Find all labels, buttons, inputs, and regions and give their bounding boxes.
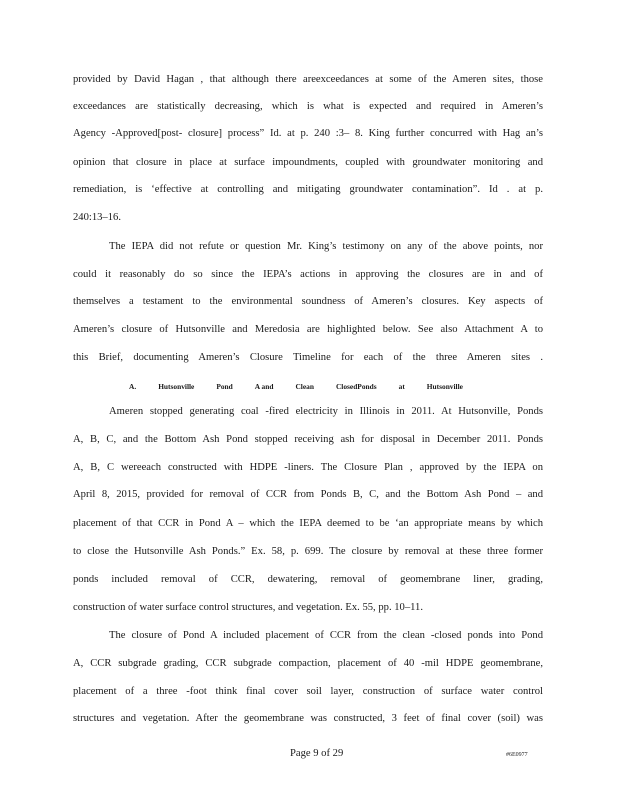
text-line: placement of that CCR in Pond A – which the IEPA deemed to be ‘an appropriate means by which — [73, 518, 543, 529]
text-line: construction of water surface control structures, and vegetation. Ex. 55, pp. 10–11. — [73, 602, 423, 613]
text-line: ponds included removal of CCR, dewatering, removal of geomembrane liner, grading, — [73, 574, 543, 585]
heading-word: at — [398, 382, 405, 391]
text-line: this Brief, documenting Ameren’s Closure Timeline for each of the three Ameren sites . — [73, 352, 543, 363]
heading-word: A. — [129, 382, 137, 391]
heading-word: Hutsonville — [426, 382, 463, 391]
heading-word: Pond — [216, 382, 233, 391]
text-line: A, B, C, and the Bottom Ash Pond stopped receiving ash for disposal in December 2011. Ponds — [73, 434, 543, 445]
section-heading — [129, 382, 469, 392]
text-line: themselves a testament to the environmental soundness of Ameren’s closures. Key aspects of — [73, 296, 543, 307]
text-line: A, B, C wereeach constructed with HDPE -liners. The Closure Plan , approved by the IEPA on — [73, 462, 543, 473]
text-line: placement of a three -foot think final cover soil layer, construction of surface water control — [73, 686, 543, 697]
heading-word: A and — [254, 382, 274, 391]
document-id: #6E0977 — [506, 752, 528, 758]
text-line: could it reasonably do so since the IEPA’s actions in approving the closures are in and of — [73, 269, 543, 280]
text-line: structures and vegetation. After the geomembrane was constructed, 3 feet of final cover (soil) was — [73, 713, 543, 724]
text-line: to close the Hutsonville Ash Ponds.” Ex. 58, p. 699. The closure by removal at these three former — [73, 546, 543, 557]
text-line: April 8, 2015, provided for removal of CCR from Ponds B, C, and the Bottom Ash Pond – and — [73, 489, 543, 500]
heading-word: Hutsonville — [158, 382, 195, 391]
page-number: Page 9 of 29 — [290, 748, 344, 759]
text-line: opinion that closure in place at surface impoundments, coupled with groundwater monitoring and — [73, 157, 543, 168]
text-line: 240:13–16. — [73, 212, 121, 223]
text-line: A, CCR subgrade grading, CCR subgrade compaction, placement of 40 -mil HDPE geomembrane, — [73, 658, 543, 669]
text-line: Ameren stopped generating coal -fired electricity in Illinois in 2011. At Hutsonville, Ponds — [109, 406, 543, 417]
heading-word: Clean — [295, 382, 314, 391]
text-line: Agency -Approved[post- closure] process” Id. at p. 240 :3– 8. King further concurred with Hag an’s — [73, 128, 543, 139]
text-line: The IEPA did not refute or question Mr. King’s testimony on any of the above points, nor — [109, 241, 543, 252]
text-line: exceedances are statistically decreasing, which is what is expected and required in Ameren’s — [73, 101, 543, 112]
text-line: provided by David Hagan , that although there areexceedances at some of the Ameren sites, those — [73, 74, 543, 85]
text-line: Ameren’s closure of Hutsonville and Meredosia are highlighted below. See also Attachment A to — [73, 324, 543, 335]
heading-word: ClosedPonds — [335, 382, 377, 391]
text-line: The closure of Pond A included placement of CCR from the clean -closed ponds into Pond — [109, 630, 543, 641]
text-line: remediation, is ‘effective at controlling and mitigating groundwater contamination”. Id . at p. — [73, 184, 543, 195]
